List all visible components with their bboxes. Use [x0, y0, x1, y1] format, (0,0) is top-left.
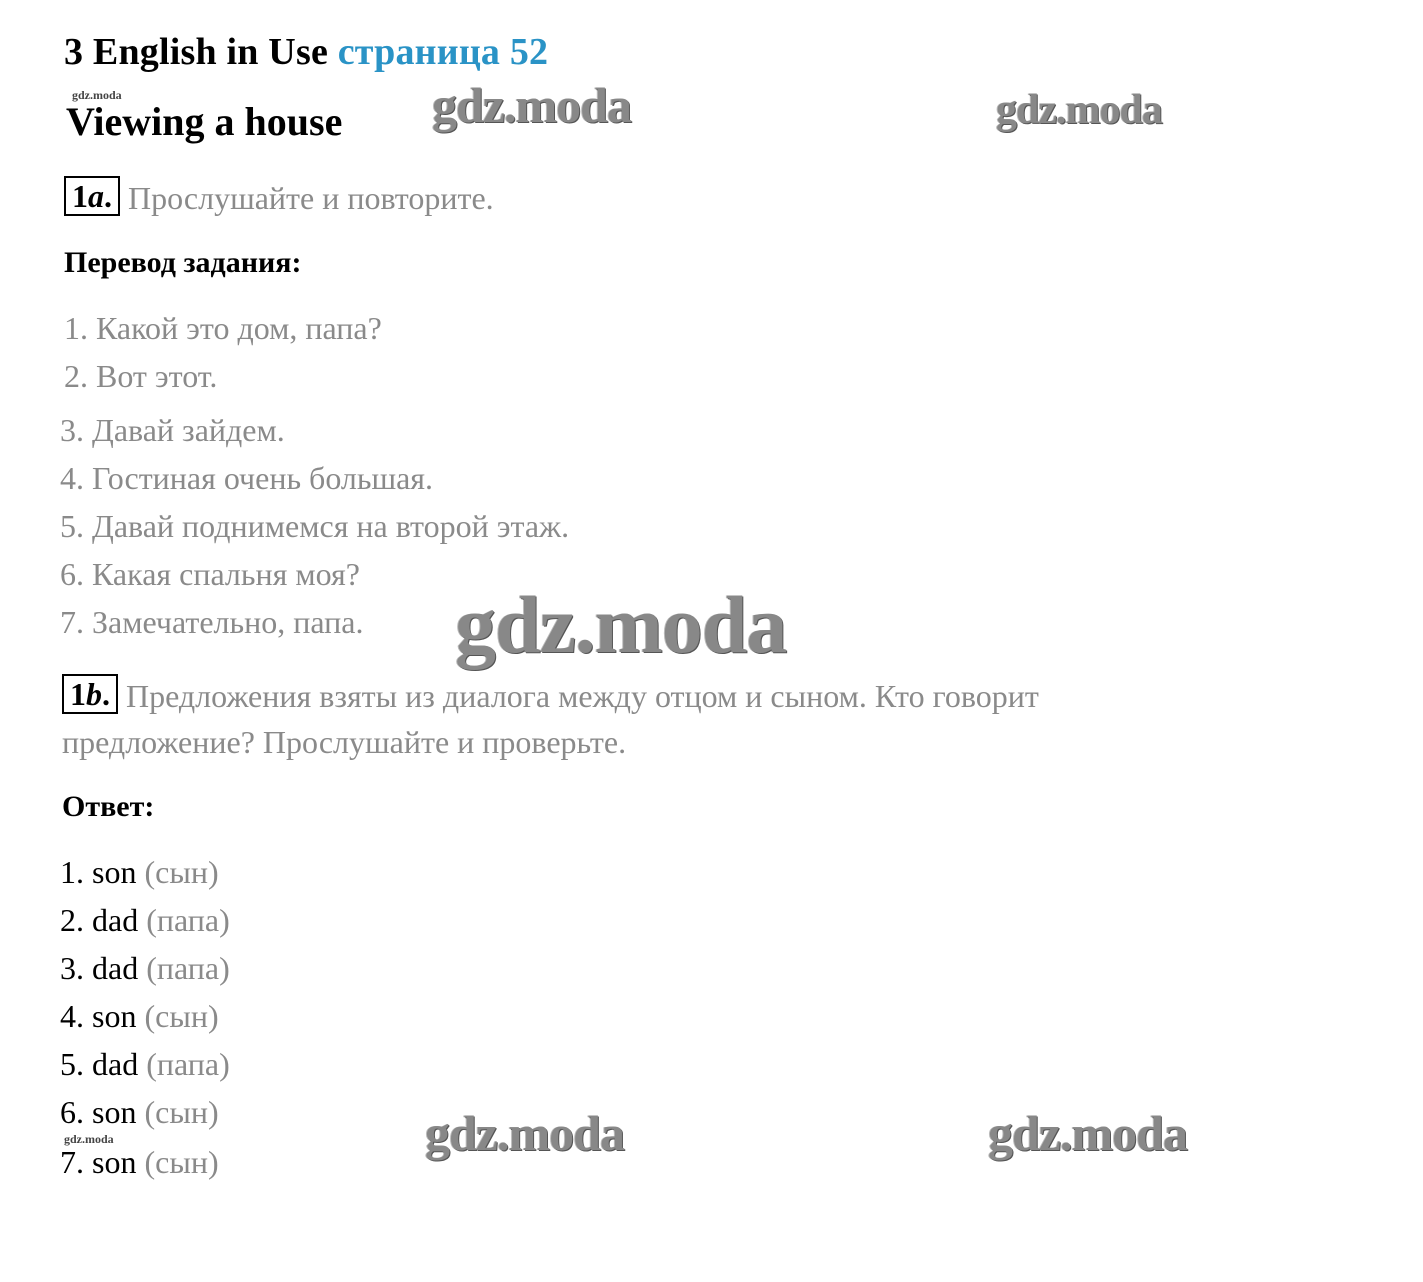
list-item: 4. Гостиная очень большая. — [60, 460, 434, 496]
watermark: gdz.moda — [996, 87, 1162, 133]
task-text: Прослушайте и повторите. — [128, 180, 494, 216]
task-text: Предложения взяты из диалога между отцом и сыном. Кто говорит — [126, 678, 1039, 714]
list-item: 1. Какой это дом, папа? — [64, 310, 382, 346]
list-item: 2. Вот этот. — [64, 358, 218, 394]
answer-item: 1. son (сын) — [60, 854, 219, 890]
watermark: gdz.moda — [455, 579, 787, 670]
list-item: 5. Давай поднимемся на второй этаж. — [60, 508, 570, 544]
task-1b — [62, 674, 1039, 715]
watermark-small: gdz.moda — [72, 88, 122, 102]
task-badge: 1a. — [64, 176, 120, 216]
answer-item: 2. dad (папа) — [60, 902, 230, 938]
answer-item: 5. dad (папа) — [60, 1046, 230, 1082]
watermark: gdz.moda — [432, 77, 631, 133]
watermark: gdz.moda — [988, 1105, 1187, 1161]
section-title: Viewing a house — [66, 99, 343, 144]
page-header — [64, 30, 548, 74]
task-badge: 1b. — [62, 674, 118, 714]
list-item: 3. Давай зайдем. — [60, 412, 285, 448]
task-1a — [64, 176, 494, 217]
answer-heading: Ответ: — [62, 790, 155, 823]
list-item: 6. Какая спальня моя? — [60, 556, 360, 592]
translation-heading: Перевод задания: — [64, 246, 302, 279]
answer-item: 7. son (сын) — [60, 1144, 219, 1180]
answer-item: 3. dad (папа) — [60, 950, 230, 986]
answer-item: 4. son (сын) — [60, 998, 219, 1034]
header-title: 3 English in Use — [64, 31, 329, 73]
watermark: gdz.moda — [425, 1105, 624, 1161]
watermark-small: gdz.moda — [64, 1132, 114, 1146]
header-page-number: страница 52 — [337, 31, 549, 73]
task-text-continued: предложение? Прослушайте и проверьте. — [62, 724, 627, 760]
list-item: 7. Замечательно, папа. — [60, 604, 364, 640]
answer-item: 6. son (сын) — [60, 1094, 219, 1130]
